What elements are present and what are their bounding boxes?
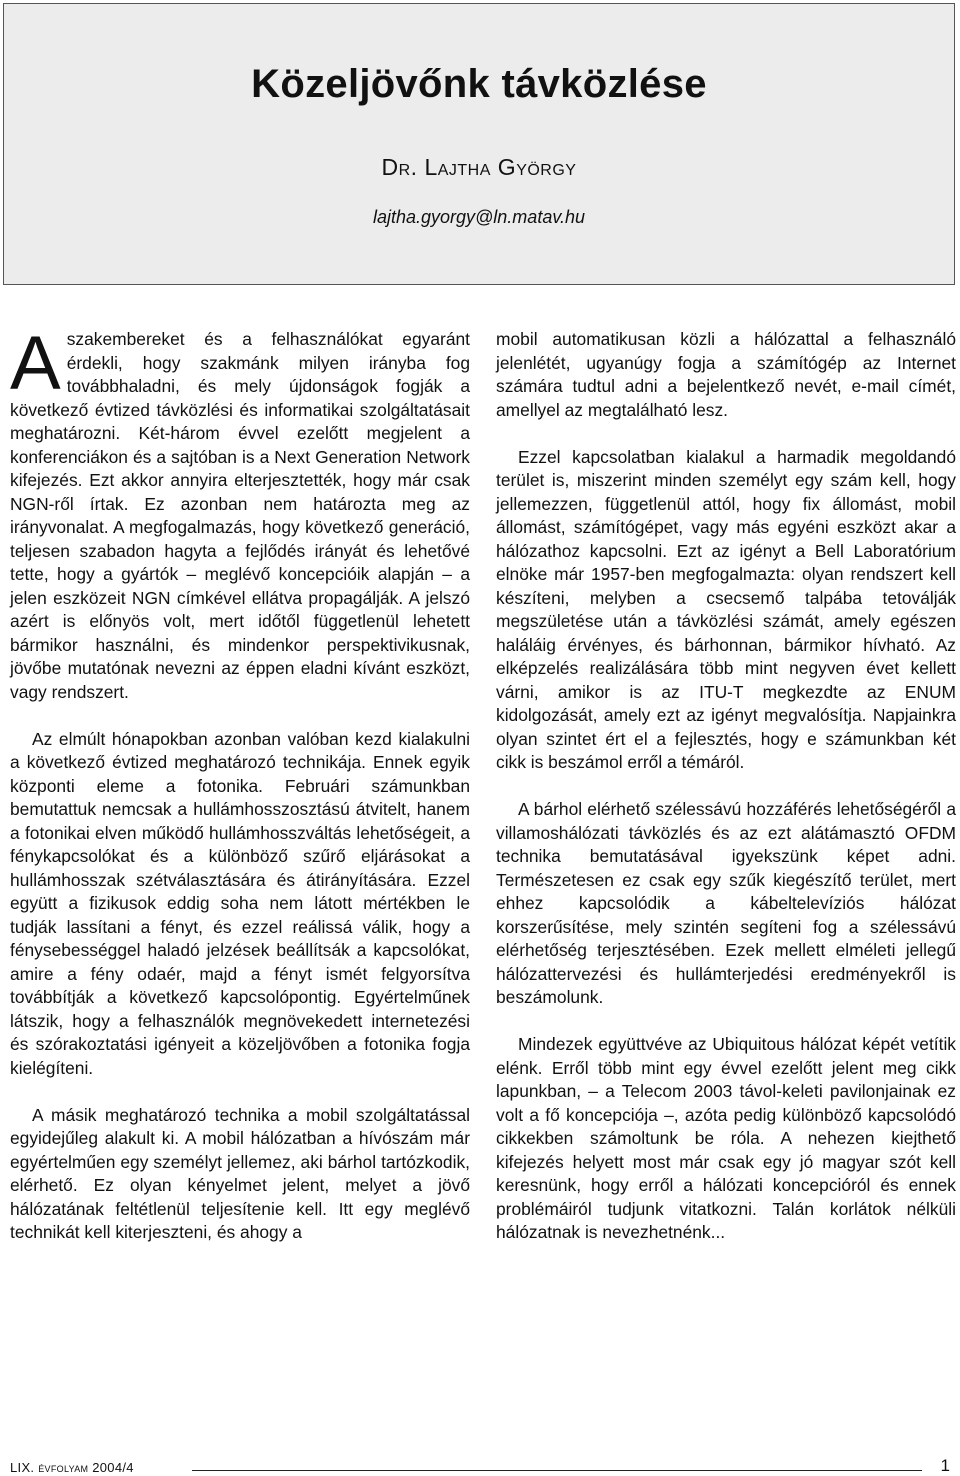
paragraph: A bárhol elérhető szélessávú hozzáférés lehetőségéről a villamoshálózati távközlés és az ezt alátámasztó OFDM technika bemutatásával igyekszünk képet adni. Természetesen ez csak egy szűk kiegészítő terület, mert ehhez kapcsolódik a kábeltelevíziós hálózat korszerűsítése, mely szintén segíteni fog a szélessávú elérhetőség terjesztésében. Ezek mellett elméleti jellegű hálózattervezési és hullámterjedési eredményekről is beszámolunk.: [496, 799, 956, 1007]
paragraph: Mindezek együttvéve az Ubiquitous hálózat képét vetítik elénk. Erről több mint egy évvel ezelőtt jelent meg cikk lapunkban, – a Telecom 2003 távol-keleti pavilonjainak ez volt a fő koncepciója –, azóta pedig különböző kapcsolódó cikkekben számoltunk be róla. A nehezen kiejthető kifejezés helyett most már csak egy jó magyar szót kell keresnünk, hogy erről a hálózati koncepcióról és ennek problémáiról tudjunk vitatkozni. Talán korlátok nélküli hálózatnak is nevezhetnénk...: [496, 1034, 956, 1242]
drop-cap: A: [10, 321, 61, 406]
author-name: Dr. Lajtha György: [381, 154, 577, 180]
page-number: 1: [940, 1456, 950, 1475]
paragraph: [10, 321, 470, 704]
author-email: lajtha.gyorgy@ln.matav.hu: [372, 207, 586, 227]
article-title: Közeljövőnk távközlése: [251, 62, 707, 106]
paragraph: mobil automatikusan közli a hálózattal a felhasználó jelenlétét, ugyanúgy fogja a számítógép az Internet számára tudtul adni a bejelentkező nevét, e-mail címét, amellyel az megtalálható lesz.: [496, 329, 956, 420]
paragraph: Az elmúlt hónapokban azonban valóban kezd kialakulni a következő évtized meghatározó technikája. Ennek egyik központi eleme a fotonika. Februári számunkban bemutattuk nemcsak a hullámhosszosztású átvitelt, hanem a fotonikai elven működő hullámhosszváltás lehetőségeit, a fénykapcsolókat és a különböző szűrő eljárásokat a hullámhosszak szétválasztására és átirányítására. Ezzel együtt a fizikusok eddig soha nem látott mértékben le tudják lassítani a fényt, és ezzel reálissá válik, hogy a fénysebességgel haladó jelzések beállítsák a kapcsolókat, amire a fény odaér, majd a fényt ismét felgyorsítva továbbítják a következő kapcsolópontig. Egyértelműnek látszik, hogy a felhasználók megnövekedett internetezési és szórakoztatási igényeit a közeljövőben a fotonika fogja kielégíteni.: [10, 728, 470, 1078]
header-box: [3, 3, 955, 285]
issue-label: LIX. évfolyam 2004/4: [10, 1460, 134, 1475]
footer-rule: [192, 1470, 922, 1471]
page-footer: [10, 1456, 950, 1476]
paragraph-text: szakembereket és a felhasználókat egyaránt érdekli, hogy szakmánk milyen irányba fog továbbhaladni, és mely újdonságok fogják a következő évtized távközlési és informatikai szolgáltatásait meghatározni. Két-három évvel ezelőtt megjelent a konferenciákon és a sajtóban is a Next Generation Network kifejezés. Ezt akkor annyira elterjesztették, hogy már csak NGN-ről írtak. Ez azonban nem határozta meg az irányvonalat. A megfogalmazás, hogy következő generáció, teljesen szabadon hagyta a fejlődés irányát és lehetővé tette, hogy a gyártók – meglévő koncepcióik alapján – a jelen eszközeit NGN címkével ellátva propagálják. A jelszó azért is előnyös volt, mert időtől függetlenül lehetett bármikor használni, és mindenkor perspektivikusnak, jövőbe mutatónak nevezni az éppen eladni kívánt eszközt, vagy rendszert.: [10, 329, 470, 702]
left-column: [10, 321, 470, 1268]
paragraph: A másik meghatározó technika a mobil szolgáltatással egyidejűleg alakult ki. A mobil hálózatban a hívószám már egyértelműen egy személyt jellemez, aki bárhol tartózkodik, elérhető. Ez olyan kényelmet jelent, melyet a jövő hálózatának feltétlenül teljesítenie kell. Itt egy meglévő technikát kell kiterjeszteni, és ahogy a: [10, 1104, 470, 1242]
paragraph: Ezzel kapcsolatban kialakul a harmadik megoldandó terület is, miszerint minden személyt egy szám kell, hogy jellemezzen, függetlenül attól, hogy fix állomást, mobil állomást, számítógépet, vagy más egyéni eszközt akar a hálózathoz kapcsolni. Ezt az igényt a Bell Laboratórium elnöke már 1957-ben megfogalmazta: olyan rendszert kell készíteni, melyben a csecsemő talpába tetoválják megszületése után a távközlési számát, amely egészen haláláig érvényes, és bárhonnan, bármikor hívható. Az elképzelés realizálására több mint negyven évet kellett várni, amikor is az ITU-T megkezdte az ENUM kidolgozását, amely ezt az igényt megvalósítja. Napjainkra olyan szintet ért el a fejlesztés, hogy e számunkban két cikk is beszámol erről a témáról.: [496, 446, 956, 772]
right-column: [496, 328, 956, 1268]
